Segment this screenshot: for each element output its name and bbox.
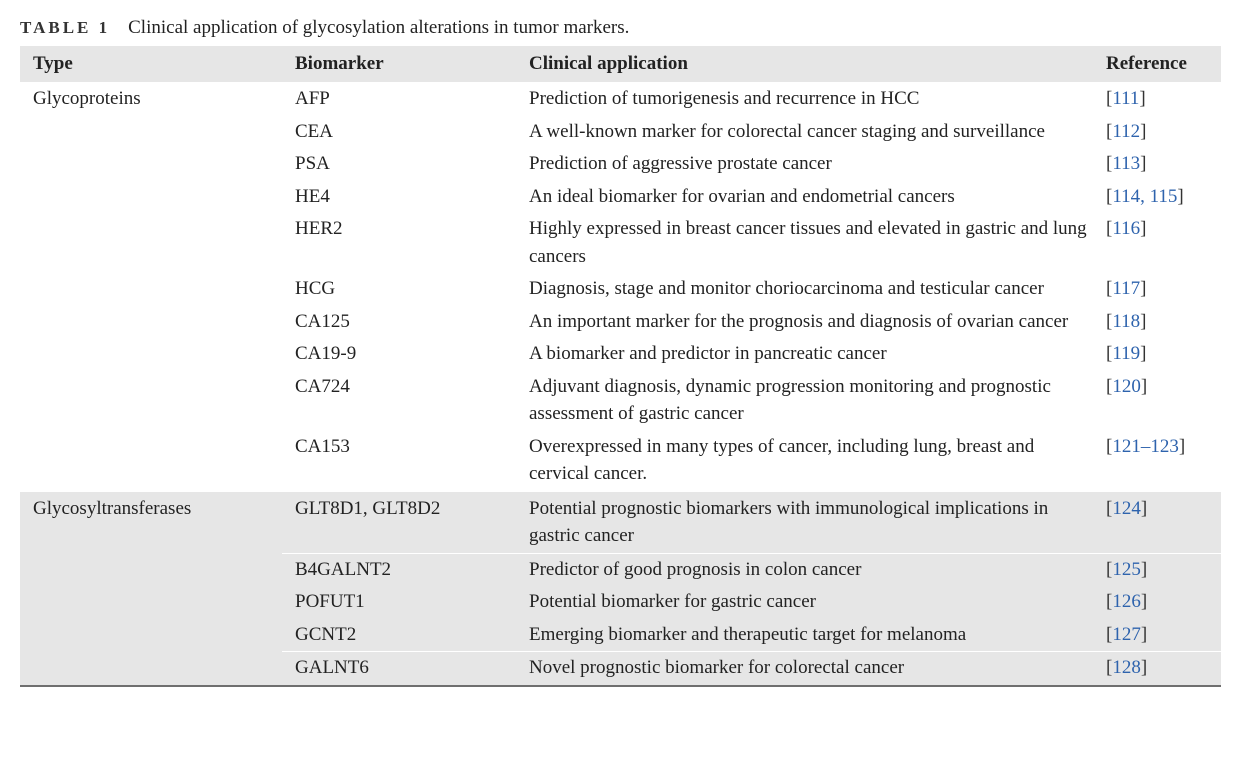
biomarker-cell: HER2 — [295, 218, 343, 239]
reference-link[interactable]: 126 — [1112, 591, 1141, 612]
biomarker-cell: POFUT1 — [282, 586, 516, 619]
ref-bracket-close: ] — [1140, 310, 1147, 332]
ref-bracket-open: [ — [1106, 657, 1113, 678]
table-bottom-rule — [20, 685, 1221, 687]
reference-link[interactable]: 125 — [1112, 558, 1141, 580]
data-table — [20, 46, 1221, 685]
clinical-application-cell: A well-known marker for colorectal cancer staging and surveillance — [529, 120, 1045, 142]
table-row — [20, 82, 1221, 116]
reference-link[interactable]: 112 — [1112, 120, 1141, 142]
biomarker-cell: CA724 — [295, 375, 350, 397]
ref-bracket-open: [ — [1106, 591, 1113, 612]
ref-bracket-open: [ — [1106, 218, 1113, 239]
type-cell — [20, 148, 282, 181]
biomarker-cell: PSA — [295, 153, 330, 174]
biomarker-cell: AFP — [295, 88, 330, 109]
clinical-application-cell: Diagnosis, stage and monitor choriocarcinoma and testicular cancer — [529, 278, 1044, 299]
biomarker-cell: CA153 — [295, 435, 350, 457]
ref-bracket-open: [ — [1106, 153, 1113, 174]
ref-bracket-close: ] — [1140, 497, 1148, 519]
table-caption — [20, 14, 629, 42]
type-cell — [20, 586, 282, 619]
reference-link[interactable]: 113 — [1112, 153, 1141, 174]
ref-bracket-open: [ — [1106, 623, 1113, 645]
biomarker-cell: GCNT2 — [282, 619, 516, 652]
table-row — [20, 273, 1221, 306]
reference-link[interactable]: 121–123 — [1112, 435, 1179, 457]
table-row — [20, 431, 1221, 492]
ref-bracket-close: ] — [1140, 591, 1148, 612]
reference-link[interactable]: 118 — [1112, 310, 1141, 332]
table-label: TABLE 1 — [20, 18, 111, 37]
group-glycosyltransferases — [20, 492, 1221, 685]
reference-link[interactable]: 128 — [1112, 657, 1141, 678]
biomarker-cell: B4GALNT2 — [282, 553, 516, 586]
clinical-application-cell: A biomarker and predictor in pancreatic cancer — [529, 343, 887, 364]
reference-cell — [1093, 431, 1221, 492]
reference-cell — [1093, 82, 1221, 116]
reference-cell — [1093, 148, 1221, 181]
biomarker-cell: HE4 — [295, 185, 330, 207]
reference-link[interactable]: 116 — [1112, 218, 1141, 239]
reference-cell — [1093, 652, 1221, 685]
reference-link[interactable]: 111 — [1112, 88, 1140, 109]
reference-link[interactable]: 114, 115 — [1112, 185, 1178, 207]
biomarker-cell: GLT8D1, GLT8D2 — [282, 492, 516, 554]
table-row — [20, 371, 1221, 431]
clinical-application-cell: Novel prognostic biomarker for colorectal cancer — [516, 652, 1093, 685]
reference-link[interactable]: 124 — [1112, 497, 1141, 519]
ref-bracket-open: [ — [1106, 120, 1113, 142]
clinical-application-cell: Overexpressed in many types of cancer, including lung, breast and cervical cancer. — [529, 435, 1035, 484]
reference-cell — [1093, 306, 1221, 339]
reference-cell — [1093, 586, 1221, 619]
reference-cell — [1093, 371, 1221, 431]
ref-bracket-close: ] — [1140, 120, 1147, 142]
table-row — [20, 306, 1221, 339]
type-cell — [20, 181, 282, 214]
clinical-application-cell: Potential biomarker for gastric cancer — [516, 586, 1093, 619]
table-row — [20, 492, 1221, 554]
table-row — [20, 338, 1221, 371]
reference-cell — [1093, 619, 1221, 652]
clinical-application-cell: Prediction of tumorigenesis and recurrence in HCC — [529, 88, 920, 109]
ref-bracket-open: [ — [1106, 497, 1113, 519]
ref-bracket-close: ] — [1140, 375, 1148, 397]
reference-cell — [1093, 553, 1221, 586]
biomarker-cell: CA19-9 — [295, 343, 357, 364]
reference-cell — [1093, 273, 1221, 306]
ref-bracket-close: ] — [1140, 343, 1147, 364]
ref-bracket-close: ] — [1140, 657, 1148, 678]
ref-bracket-close: ] — [1177, 185, 1184, 207]
ref-bracket-open: [ — [1106, 558, 1113, 580]
table-title: Clinical application of glycosylation alterations in tumor markers. — [128, 17, 630, 38]
type-cell — [20, 306, 282, 339]
ref-bracket-open: [ — [1106, 310, 1113, 332]
table-row — [20, 619, 1221, 652]
type-cell — [20, 338, 282, 371]
clinical-application-cell: An ideal biomarker for ovarian and endometrial cancers — [529, 185, 955, 207]
table-row — [20, 148, 1221, 181]
ref-bracket-close: ] — [1140, 278, 1147, 299]
clinical-application-cell: Predictor of good prognosis in colon cancer — [516, 553, 1093, 586]
reference-link[interactable]: 127 — [1112, 623, 1141, 645]
biomarker-cell: CEA — [295, 120, 333, 142]
header-reference: Reference — [1093, 46, 1221, 82]
clinical-application-cell: Emerging biomarker and therapeutic target for melanoma — [516, 619, 1093, 652]
type-cell — [20, 371, 282, 431]
ref-bracket-close: ] — [1139, 88, 1146, 109]
header-biomarker: Biomarker — [282, 46, 516, 82]
clinical-application-cell: Adjuvant diagnosis, dynamic progression monitoring and prognostic assessment of gastric cancer — [529, 375, 1051, 424]
ref-bracket-close: ] — [1178, 435, 1186, 457]
table-row — [20, 652, 1221, 685]
type-cell: Glycosyltransferases — [20, 492, 282, 554]
type-cell — [20, 213, 282, 273]
type-cell: Glycoproteins — [33, 88, 141, 109]
reference-link[interactable]: 119 — [1112, 343, 1141, 364]
clinical-application-cell: An important marker for the prognosis and diagnosis of ovarian cancer — [529, 310, 1069, 332]
biomarker-cell: HCG — [295, 278, 336, 299]
ref-bracket-close: ] — [1140, 218, 1147, 239]
reference-link[interactable]: 120 — [1112, 375, 1141, 397]
type-cell — [20, 553, 282, 586]
table-row — [20, 586, 1221, 619]
clinical-application-cell: Potential prognostic biomarkers with immunological implications in gastric cancer — [516, 492, 1093, 554]
ref-bracket-close: ] — [1140, 623, 1148, 645]
reference-cell — [1093, 338, 1221, 371]
header-clinical-application: Clinical application — [516, 46, 1093, 82]
table-row — [20, 213, 1221, 273]
reference-cell — [1093, 492, 1221, 554]
type-cell — [20, 431, 282, 492]
biomarker-cell: CA125 — [295, 310, 350, 332]
type-cell — [20, 619, 282, 652]
table-row — [20, 553, 1221, 586]
ref-bracket-close: ] — [1140, 153, 1147, 174]
table-row — [20, 116, 1221, 149]
ref-bracket-open: [ — [1106, 343, 1113, 364]
reference-cell — [1093, 213, 1221, 273]
type-cell — [20, 273, 282, 306]
group-glycoproteins — [20, 82, 1221, 492]
reference-cell — [1093, 116, 1221, 149]
ref-bracket-open: [ — [1106, 88, 1113, 109]
clinical-application-cell: Highly expressed in breast cancer tissues and elevated in gastric and lung cancers — [529, 218, 1087, 267]
ref-bracket-open: [ — [1106, 435, 1113, 457]
clinical-application-cell: Prediction of aggressive prostate cancer — [529, 153, 832, 174]
biomarker-cell: GALNT6 — [282, 652, 516, 685]
ref-bracket-open: [ — [1106, 375, 1113, 397]
header-row — [20, 46, 1221, 82]
reference-link[interactable]: 117 — [1112, 278, 1141, 299]
ref-bracket-open: [ — [1106, 278, 1113, 299]
table-header — [20, 46, 1221, 82]
table-row — [20, 181, 1221, 214]
type-cell — [20, 652, 282, 685]
header-type: Type — [20, 46, 282, 82]
ref-bracket-close: ] — [1140, 558, 1148, 580]
reference-cell — [1093, 181, 1221, 214]
type-cell — [20, 116, 282, 149]
ref-bracket-open: [ — [1106, 185, 1113, 207]
